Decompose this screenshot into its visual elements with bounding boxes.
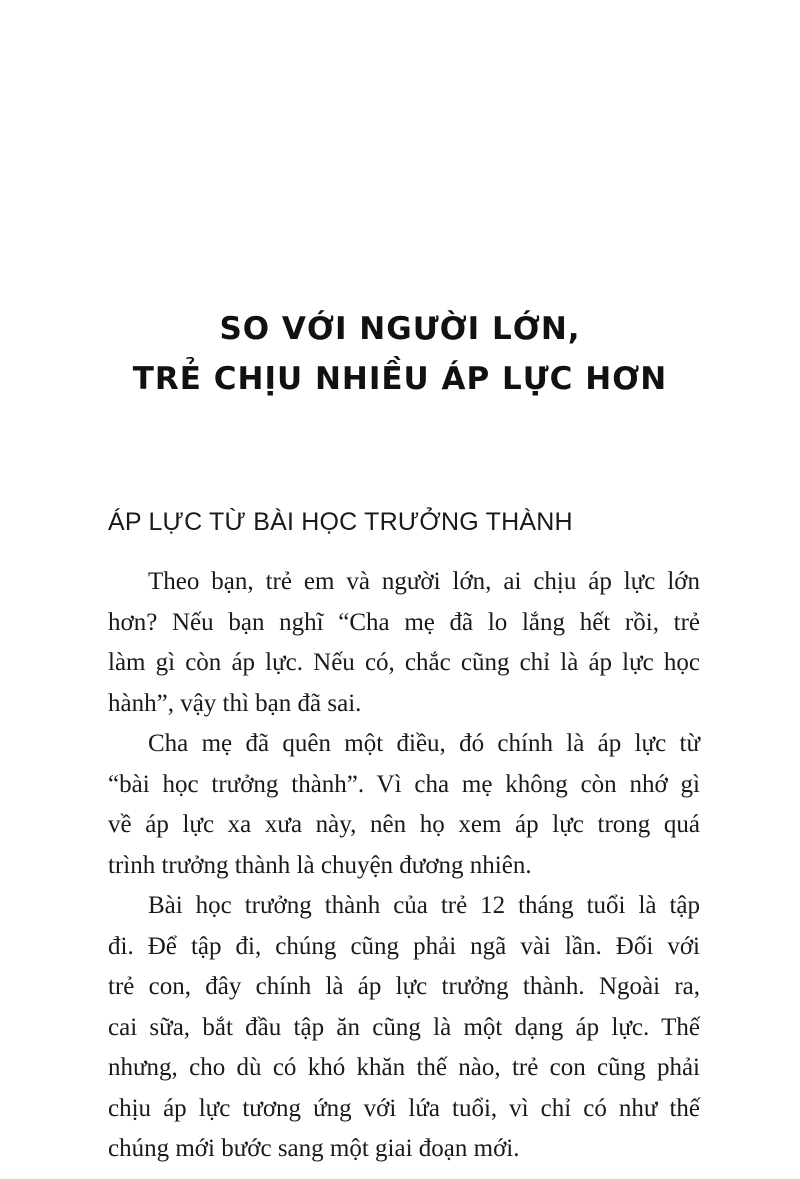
paragraph-line: Theo bạn, trẻ em và người lớn, ai chịu áp lực lớn xyxy=(148,568,700,595)
paragraph-line: hơn? Nếu bạn nghĩ “Cha mẹ đã lo lắng hết rồi, trẻ xyxy=(108,608,700,636)
paragraph-line: nhưng, cho dù có khó khăn thế nào, trẻ con cũng phải xyxy=(108,1054,700,1081)
paragraph-1 xyxy=(108,562,700,724)
paragraph-line: trình trưởng thành là chuyện đương nhiên. xyxy=(108,851,532,879)
paragraph-line: làm gì còn áp lực. Nếu có, chắc cũng chỉ là áp lực học xyxy=(108,649,700,676)
chapter-title xyxy=(0,304,800,404)
chapter-title-line-2: TRẺ CHỊU NHIỀU ÁP LỰC HƠN xyxy=(132,361,668,397)
section-heading: ÁP LỰC TỪ BÀI HỌC TRƯỞNG THÀNH xyxy=(108,508,573,536)
paragraph-line: đi. Để tập đi, chúng cũng phải ngã vài lần. Đối với xyxy=(108,932,700,960)
paragraph-line: về áp lực xa xưa này, nên họ xem áp lực trong quá xyxy=(108,811,700,838)
paragraph-line: chúng mới bước sang một giai đoạn mới. xyxy=(108,1135,520,1162)
paragraph-line: trẻ con, đây chính là áp lực trưởng thành. Ngoài ra, xyxy=(108,973,700,1000)
paragraph-line: hành”, vậy thì bạn đã sai. xyxy=(108,689,362,717)
chapter-title-line-1: SO VỚI NGƯỜI LỚN, xyxy=(219,311,581,347)
paragraph-line: chịu áp lực tương ứng với lứa tuổi, vì chỉ có như thế xyxy=(108,1094,700,1122)
paragraph-line: Bài học trưởng thành của trẻ 12 tháng tuổi là tập xyxy=(148,892,700,919)
paragraph-line: cai sữa, bắt đầu tập ăn cũng là một dạng áp lực. Thế xyxy=(108,1013,700,1041)
paragraph-2 xyxy=(108,724,700,886)
paragraph-3 xyxy=(108,886,700,1170)
paragraph-line: Cha mẹ đã quên một điều, đó chính là áp lực từ xyxy=(148,730,700,757)
body-text xyxy=(108,562,700,1170)
paragraph-line: “bài học trưởng thành”. Vì cha mẹ không còn nhớ gì xyxy=(108,770,700,798)
